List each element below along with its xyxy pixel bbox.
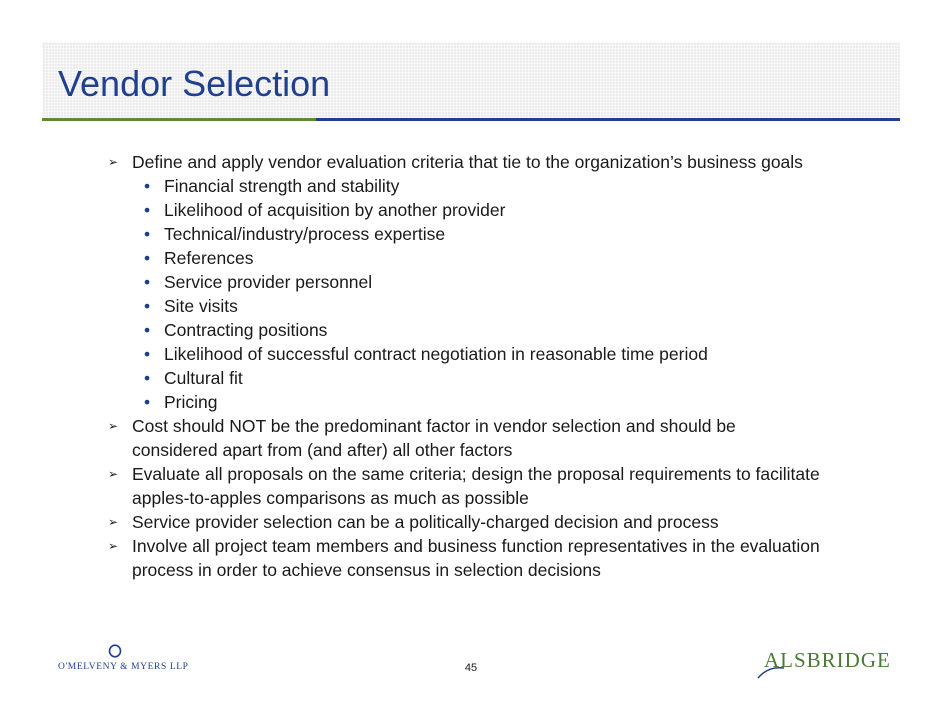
list-item: • Contracting positions (144, 320, 328, 340)
list-item: • Service provider personnel (144, 272, 373, 292)
dot-bullet-icon: • (144, 176, 151, 196)
list-item: • Financial strength and stability (144, 176, 400, 196)
bullet-political-decision (100, 510, 880, 534)
slide-content (100, 150, 880, 582)
list-item: • Likelihood of acquisition by another provider (144, 200, 506, 220)
dot-bullet-icon: • (144, 224, 151, 244)
bullet-evaluation-criteria (100, 150, 880, 174)
omelveny-logo (58, 644, 189, 684)
bullet-evaluate-proposals (100, 462, 832, 510)
list-item: • Site visits (144, 296, 238, 316)
dot-bullet-icon: • (144, 200, 151, 220)
list-item: • References (144, 248, 254, 268)
dot-bullet-icon: • (144, 320, 151, 340)
alsbridge-logo (756, 646, 890, 682)
list-item: • Technical/industry/process expertise (144, 224, 446, 244)
criteria-list (100, 174, 880, 414)
arrow-bullet-icon: ➢ (108, 515, 119, 529)
bullet-involve-team (100, 534, 822, 582)
omelveny-logo-text: O'MELVENY & MYERS LLP (58, 662, 189, 672)
dot-bullet-icon: • (144, 392, 151, 412)
arrow-bullet-icon: ➢ (108, 467, 119, 481)
alsbridge-logo-text: ALSBRIDGE (764, 648, 891, 672)
slide-title: Vendor Selection (58, 63, 331, 104)
arrow-bullet-icon: ➢ (108, 419, 119, 433)
list-item: • Cultural fit (144, 368, 243, 388)
dot-bullet-icon: • (144, 344, 151, 364)
list-item: • Likelihood of successful contract negotiation in reasonable time period (144, 344, 708, 364)
page-number: 45 (464, 662, 478, 674)
title-rule-blue (316, 118, 900, 121)
omelveny-o-icon (108, 644, 122, 658)
dot-bullet-icon: • (144, 248, 151, 268)
bullet-text: Service provider selection can be a politically-charged decision and process (132, 512, 719, 532)
bullet-text: Cost should NOT be the predominant factor in vendor selection and should be considered apart from (and after) all other factors (132, 416, 736, 460)
title-rule-green (42, 118, 316, 121)
arrow-bullet-icon: ➢ (108, 155, 119, 169)
dot-bullet-icon: • (144, 368, 151, 388)
arrow-bullet-icon: ➢ (108, 539, 119, 553)
dot-bullet-icon: • (144, 272, 151, 292)
bullet-text: Involve all project team members and business function representatives in the evaluation process in order to achieve consensus in selection decisions (132, 536, 820, 580)
list-item: • Pricing (144, 392, 218, 412)
bullet-cost (100, 414, 812, 462)
dot-bullet-icon: • (144, 296, 151, 316)
bullet-text: Define and apply vendor evaluation criteria that tie to the organization’s business goals (132, 152, 803, 172)
bullet-text: Evaluate all proposals on the same criteria; design the proposal requirements to facilitate apples-to-apples comparisons as much as possible (132, 464, 820, 508)
